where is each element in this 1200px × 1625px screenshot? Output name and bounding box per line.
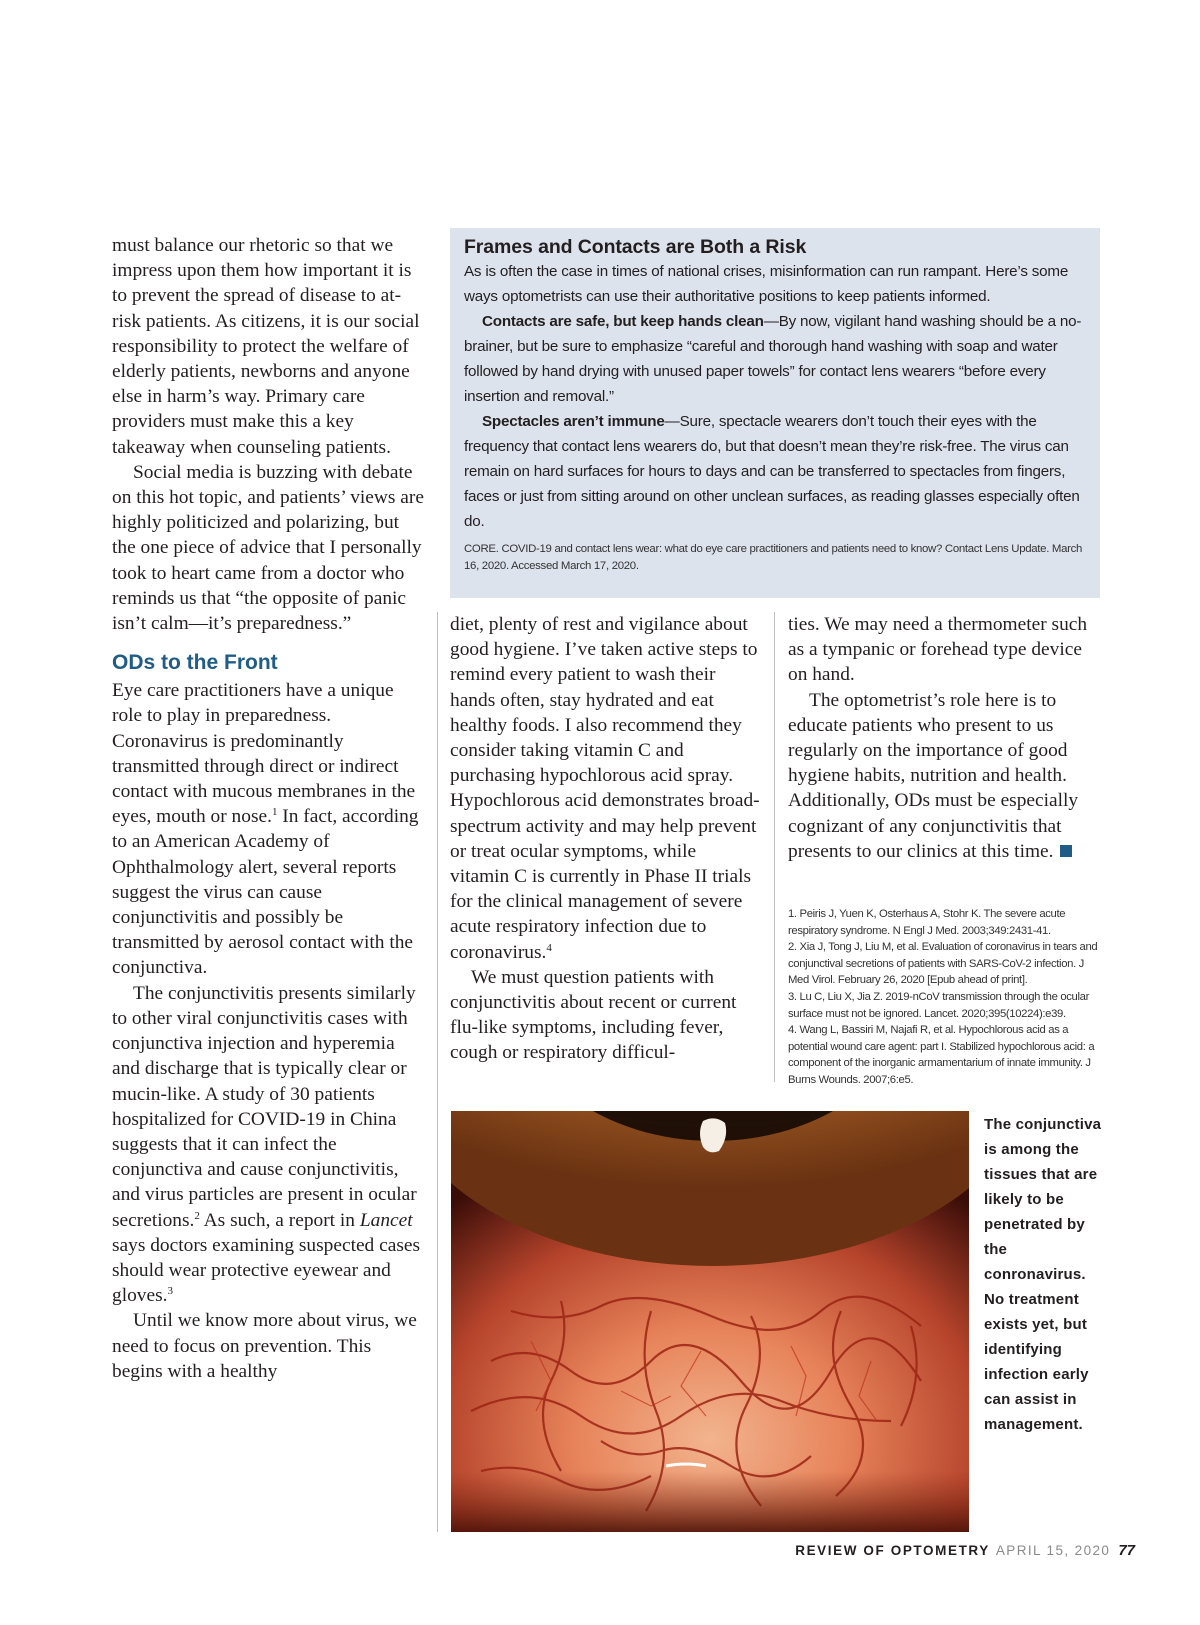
body-paragraph	[112, 981, 424, 1309]
sidebar-intro: As is often the case in times of national crises, misinformation can run rampant. Here’s some ways optometrists can use their authoritative positions to keep patients informed.	[464, 263, 1069, 305]
reference-superscript: 3	[167, 1285, 173, 1298]
reference-item: 4. Wang L, Bassiri M, Najafi R, et al. Hypochlorous acid as a potential wound care agent: part I. Stabilized hypochlorous acid: a component of the inorganic armamentarium of innate immunity. J Burns Wounds. 2007;6:e5.	[788, 1024, 1095, 1086]
sidebar-item	[464, 409, 1086, 534]
article-column-3	[788, 612, 1098, 864]
reference-superscript: 2	[194, 1209, 200, 1222]
column-rule	[774, 612, 775, 1082]
section-subhead: ODs to the Front	[112, 651, 278, 675]
column-rule	[437, 612, 438, 1532]
reference-superscript: 4	[546, 941, 552, 954]
article-column-2	[450, 612, 760, 1066]
sidebar-item-text: —Sure, spectacle wearers don’t touch their eyes with the frequency that contact lens wearers do, but that doesn’t mean they’re risk-free. The virus can remain on hard surfaces for hours to days and can be transferred to spectacles from fingers, faces or just from sitting around on other unclean surfaces, as reading glasses especially often do.	[464, 413, 1080, 530]
paragraph-text: says doctors examining suspected cases should wear protective eyewear and gloves.	[112, 1234, 421, 1307]
sidebar-source: CORE. COVID-19 and contact lens wear: what do eye care practitioners and patients need to know? Contact Lens Update. March 16, 2020. Accessed March 17, 2020.	[464, 543, 1083, 572]
reference-superscript: 1	[271, 806, 278, 819]
magazine-name: REVIEW OF OPTOMETRY	[795, 1543, 990, 1558]
body-paragraph	[450, 612, 760, 965]
photo-caption: The conjunctiva is among the tissues that are likely to be penetrated by the conronavirus. No treatment exists yet, but identifying infection early can assist in management.	[984, 1116, 1102, 1433]
body-paragraph	[788, 688, 1098, 864]
eye-image	[451, 1111, 969, 1532]
reference-item: 3. Lu C, Liu X, Jia Z. 2019-nCoV transmission through the ocular surface must not be ignored. Lancet. 2020;395(10224):e39.	[788, 990, 1089, 1020]
reference-list	[788, 906, 1100, 1089]
body-paragraph: Social media is buzzing with debate on this hot topic, and patients’ views are highly politicized and polarizing, but the one piece of advice that I personally took to heart came from a doctor who reminds us that “the opposite of panic isn’t calm—it’s preparedness.”	[112, 461, 424, 635]
page-footer	[790, 1542, 1135, 1559]
paragraph-text: The optometrist’s role here is to educate patients who present to us regularly on the importance of good hygiene habits, nutrition and health. Additionally, ODs must be especially cognizant of any conjunctivitis that presents to our clinics at this time.	[788, 689, 1079, 862]
sidebar-item	[464, 309, 1086, 409]
page-number: 77	[1118, 1542, 1135, 1559]
body-paragraph: ties. We may need a thermometer such as a tympanic or forehead type device on hand.	[788, 614, 1088, 686]
conjunctiva-photo	[451, 1111, 969, 1532]
journal-name: Lancet	[359, 1209, 413, 1231]
paragraph-text: Eye care practitioners have a unique role to play in preparedness. Coronavirus is predominantly transmitted through direct or indirect contact with mucous membranes in the eyes, mouth or nose.	[112, 680, 416, 828]
sidebar-item-heading: Contacts are safe, but keep hands clean	[482, 313, 764, 330]
body-paragraph: Until we know more about virus, we need to focus on prevention. This begins with a healthy	[112, 1310, 417, 1382]
paragraph-text: diet, plenty of rest and vigilance about good hygiene. I’ve taken active steps to remind every patient to wash their hands often, stay hydrated and eat healthy foods. I also recommend they consider taking vitamin C and purchasing hypochlorous acid spray. Hypochlorous acid demonstrates broad-spectrum activity and may help prevent or treat ocular symptoms, while vitamin C is currently in Phase II trials for the clinical management of severe acute respiratory infection due to coronavirus.	[450, 614, 760, 963]
sidebar-item-heading: Spectacles aren’t immune	[482, 413, 665, 430]
issue-date: APRIL 15, 2020	[995, 1543, 1111, 1558]
paragraph-text: As such, a report in	[199, 1209, 360, 1231]
sidebar-item-text: —By now, vigilant hand washing should be a no-brainer, but be sure to emphasize “careful and thorough hand washing with soap and water followed by hand drying with unused paper towels” for contact lens wearers “before every insertion and removal.”	[464, 313, 1082, 405]
end-mark-icon	[1060, 845, 1072, 857]
paragraph-text: The conjunctivitis presents similarly to other viral conjunctivitis cases with conjunctiva injection and hyperemia and discharge that is typically clear or mucin-like. A study of 30 patients hospitalized for COVID-19 in China suggests that it can infect the conjunctiva and cause conjunctivitis, and virus particles are present in ocular secretions.	[112, 982, 417, 1231]
reference-item: 2. Xia J, Tong J, Liu M, et al. Evaluation of coronavirus in tears and conjunctival secretions of patients with SARS-CoV-2 infection. J Med Virol. February 26, 2020 [Epub ahead of print].	[788, 941, 1098, 987]
sidebar-title: Frames and Contacts are Both a Risk	[464, 236, 807, 258]
body-paragraph	[112, 678, 424, 980]
article-column-1	[112, 233, 424, 1384]
body-paragraph: must balance our rhetoric so that we impress upon them how important it is to prevent the spread of disease to at-risk patients. As citizens, it is our social responsibility to protect the welfare of elderly patients, newborns and anyone else in harm’s way. Primary care providers must make this a key takeaway when counseling patients.	[112, 235, 420, 458]
body-paragraph: We must question patients with conjunctivitis about recent or current flu-like symptoms, including fever, cough or respiratory difficul-	[450, 966, 737, 1064]
reference-item: 1. Peiris J, Yuen K, Osterhaus A, Stohr K. The severe acute respiratory syndrome. N Engl J Med. 2003;349:2431-41.	[788, 908, 1066, 937]
sidebar-box	[450, 228, 1100, 598]
paragraph-text: In fact, according to an American Academy of Ophthalmology alert, several reports suggest the virus can cause conjunctivitis and possibly be transmitted by aerosol contact with the conjunctiva.	[112, 806, 419, 979]
